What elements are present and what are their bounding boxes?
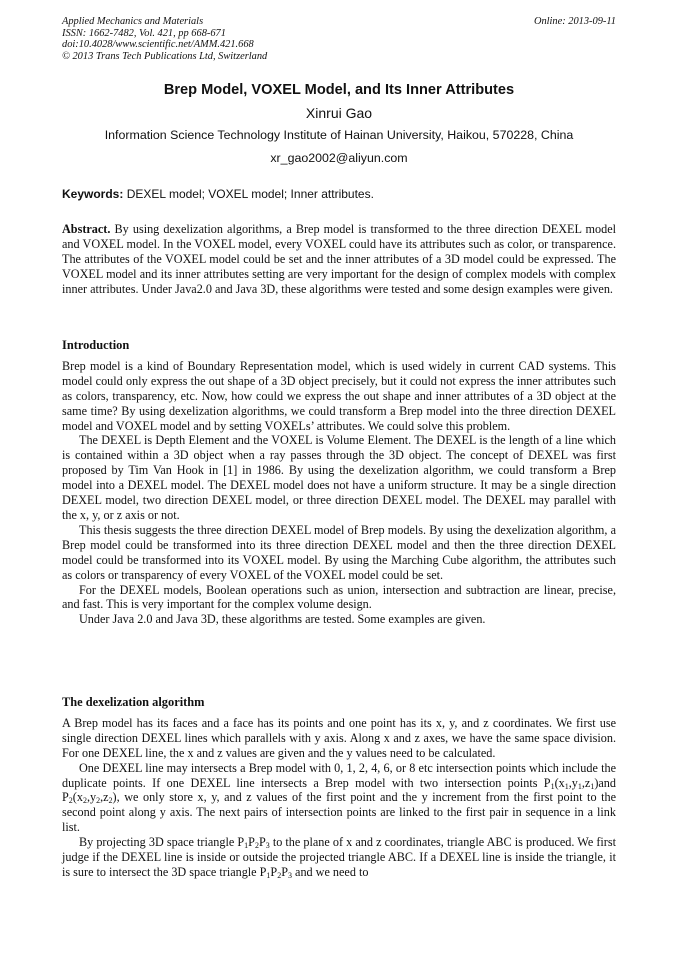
keywords-label: Keywords:	[62, 187, 124, 201]
intro-paragraph-4: For the DEXEL models, Boolean operations such as union, intersection and subtraction are linear, precise, and fast. This is very important for the complex volume design.	[62, 582, 616, 612]
intro-paragraph-5: Under Java 2.0 and Java 3D, these algorithms are tested. Some examples are given.	[79, 612, 486, 627]
abstract-text: By using dexelization algorithms, a Brep model is transformed to the three direction DEXEL model and VOXEL model. In the VOXEL model, every VOXEL could have its attributes such as color, or transparence. The attributes of the VOXEL model could be set and the inner attributes of a 3D model could be expressed. The VOXEL model and its inner attributes setting are very important for the design of complex models with complex inner attributes. Under Java2.0 and Java 3D, these algorithms were tested and some design examples were given.	[62, 222, 617, 296]
introduction-section	[62, 338, 616, 627]
keywords-text: DEXEL model; VOXEL model; Inner attributes.	[126, 187, 374, 201]
dex-paragraph-1: A Brep model has its faces and a face has its points and one point has its x, y, and z coordinates. We first use single direction DEXEL lines which parallels with y axis. Along x and z axes, we have the same space division. For one DEXEL line, the x and z values are given and the y values need to be calculated.	[62, 715, 616, 760]
paper-title: Brep Model, VOXEL Model, and Its Inner Attributes	[163, 82, 515, 98]
abstract-label: Abstract.	[62, 222, 111, 236]
author-email: xr_gao2002@aliyun.com	[270, 151, 408, 165]
copyright-line: © 2013 Trans Tech Publications Ltd, Switzerland	[62, 50, 268, 62]
journal-name: Applied Mechanics and Materials	[62, 16, 204, 27]
online-date: Online: 2013-09-11	[533, 16, 616, 27]
issn-line: ISSN: 1662-7482, Vol. 421, pp 668-671	[62, 27, 226, 39]
keywords	[62, 186, 616, 202]
journal-header	[62, 16, 616, 62]
dex-paragraph-3: By projecting 3D space triangle $P_1P_2P_3$ to the plane of x and z coordinates, triangle ABC is produced. We first judge if the DEXEL line is inside or outside the projected triangle ABC. If a DEXEL line is inside the triangle, it is sure to intersect the 3D space triangle $P_1P_2P_3$ and we need to	[62, 835, 616, 880]
abstract-section	[62, 222, 616, 297]
intro-paragraph-2: The DEXEL is Depth Element and the VOXEL is Volume Element. The DEXEL is the length of a line which is contained within a 3D object when a ray passes through the 3D object. The concept of DEXEL was first proposed by Tim Van Hook in [1] in 1986. By using the dexelization algorithm, we could transform a Brep model into a DEXEL model. The DEXEL model does not have a uniform structure. It may be a single direction DEXEL model, two direction DEXEL model, or three direction DEXEL model. The DEXEL may parallel with the x, y, or z axis or not.	[62, 433, 616, 522]
doi-line: doi:10.4028/www.scientific.net/AMM.421.668	[62, 39, 254, 51]
title-block	[62, 81, 616, 166]
dex-paragraph-2: One DEXEL line may intersects a Brep model with 0, 1, 2, 4, 6, or 8 etc intersection points which include the duplicate points. If one DEXEL line intersects a Brep model with two intersection points $P_1(x_1,y_1,z_1)and$ $P_2(x_2,y_2,z_2)$, we only store x, y, and z values of the first point and the y increment from the first point to the second point along y axis. The next pairs of intersection points are linked to the first pair in sequence in a link list.	[62, 760, 616, 835]
intro-paragraph-3: This thesis suggests the three direction DEXEL model of Brep models. By using the dexelization algorithm, a Brep model could be transformed into its three direction DEXEL model and then the three direction DEXEL model could be transformed into its VOXEL model. By using the Marching Cube algorithm, the attributes such as colors or transparency of every VOXEL of the VOXEL model could be set.	[62, 522, 616, 582]
dexelization-heading: The dexelization algorithm	[62, 695, 205, 709]
author-name: Xinrui Gao	[305, 105, 373, 121]
abstract-paragraph	[62, 222, 616, 297]
intro-paragraph-1: Brep model is a kind of Boundary Representation model, which is used widely in current CAD systems. This model could only express the out shape of a 3D object precisely, but it could not express the inner attributes such as colors, transparency, etc. Now, how could we express the out shape and inner attributes of a 3D object at the same time? By using dexelization algorithms, we could transform a Brep model into the three direction DEXEL model and VOXEL model and by setting VOXELs’ attributes. We could solve this problem.	[62, 358, 616, 433]
introduction-heading: Introduction	[62, 338, 130, 352]
dexelization-section	[62, 695, 616, 880]
author-affiliation: Information Science Technology Institute of Hainan University, Haikou, 570228, China	[104, 128, 574, 142]
